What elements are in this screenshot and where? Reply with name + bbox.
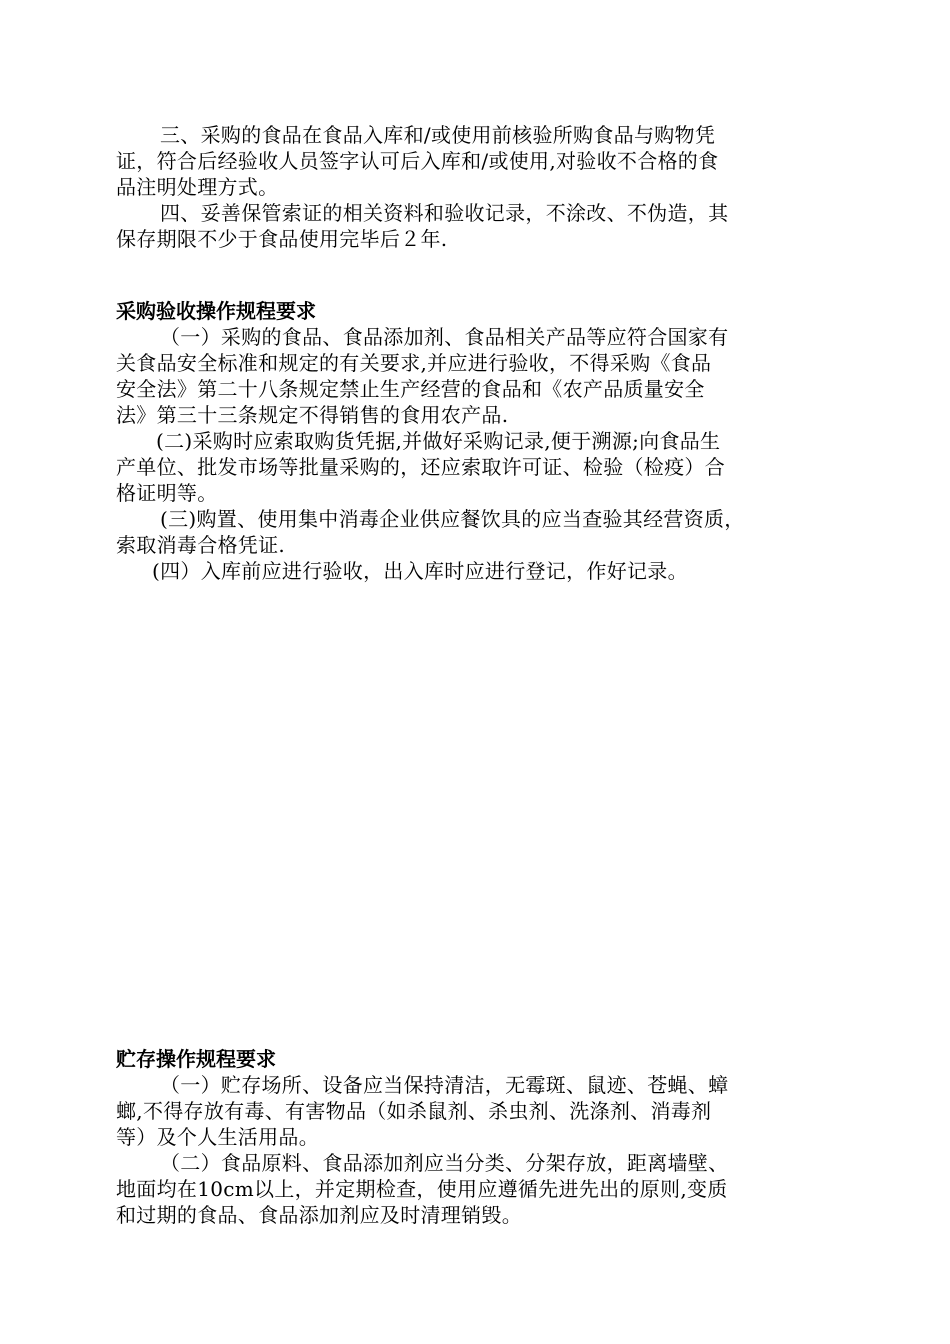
paragraph-line: 和过期的食品、食品添加剂应及时清理销毁。 bbox=[116, 1203, 522, 1227]
paragraph-line: （二）食品原料、食品添加剂应当分类、分架存放，距离墙壁、 bbox=[160, 1151, 729, 1175]
paragraph-line: 保存期限不少于食品使用完毕后２年. bbox=[116, 227, 448, 251]
intro-paragraphs bbox=[116, 122, 836, 252]
paragraph-line: 地面均在10cm以上，并定期检查，使用应遵循先进先出的原则,变质 bbox=[116, 1177, 728, 1201]
paragraph-line: 安全法》第二十八条规定禁止生产经营的食品和《农产品质量安全 bbox=[116, 377, 705, 401]
paragraph-line: (三)购置、使用集中消毒企业供应餐饮具的应当查验其经营资质， bbox=[160, 507, 745, 531]
paragraph-line: 产单位、批发市场等批量采购的，还应索取许可证、检验（检疫）合 bbox=[116, 455, 725, 479]
paragraph-line: 三、采购的食品在食品入库和/或使用前核验所购食品与购物凭 bbox=[160, 123, 716, 147]
section-storage bbox=[116, 1046, 836, 1228]
paragraph-line: 格证明等。 bbox=[116, 481, 218, 505]
paragraph-line: （一）采购的食品、食品添加剂、食品相关产品等应符合国家有 bbox=[160, 325, 729, 349]
paragraph-line: 证，符合后经验收人员签字认可后入库和/或使用,对验收不合格的食 bbox=[116, 149, 719, 173]
section-heading: 采购验收操作规程要求 bbox=[116, 299, 316, 323]
paragraph-line: 等）及个人生活用品。 bbox=[116, 1125, 319, 1149]
paragraph-line: 索取消毒合格凭证. bbox=[116, 533, 286, 557]
paragraph-line: (二)采购时应索取购货凭据,并做好采购记录,便于溯源;向食品生 bbox=[156, 429, 721, 453]
paragraph-line: 法》第三十三条规定不得销售的食用农产品. bbox=[116, 403, 509, 427]
paragraph-line: 螂,不得存放有毒、有害物品（如杀鼠剂、杀虫剂、洗涤剂、消毒剂 bbox=[116, 1099, 712, 1123]
paragraph-line: 品注明处理方式。 bbox=[116, 175, 279, 199]
paragraph-line: 关食品安全标准和规定的有关要求,并应进行验收，不得采购《食品 bbox=[116, 351, 712, 375]
paragraph-line: 四、妥善保管索证的相关资料和验收记录，不涂改、不伪造，其 bbox=[160, 201, 729, 225]
paragraph-line: (四）入库前应进行验收，出入库时应进行登记，作好记录。 bbox=[152, 559, 688, 583]
section-purchase bbox=[116, 298, 836, 584]
section-heading: 贮存操作规程要求 bbox=[116, 1047, 276, 1071]
paragraph-line: （一）贮存场所、设备应当保持清洁，无霉斑、鼠迹、苍蝇、蟑 bbox=[160, 1073, 729, 1097]
